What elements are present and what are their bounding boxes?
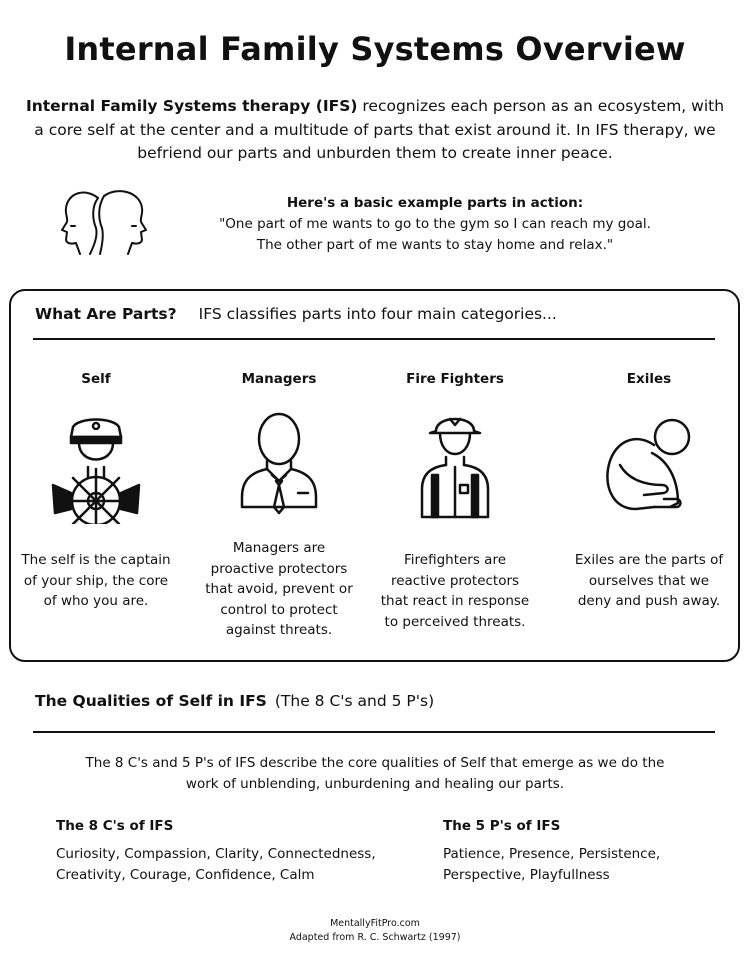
part-description-line: Exiles are the parts of — [574, 552, 724, 568]
part-description-line: of who you are. — [43, 593, 149, 609]
ship-captain-icon — [41, 409, 151, 524]
part-description — [564, 550, 734, 612]
qualities-subtitle: (The 8 C's and 5 P's) — [274, 692, 435, 710]
cs-list-line: Creativity, Courage, Confidence, Calm — [56, 867, 315, 883]
part-description-line: deny and push away. — [577, 593, 721, 609]
ps-list-line: Perspective, Playfullness — [443, 867, 610, 883]
part-description — [370, 550, 540, 632]
part-description — [194, 538, 364, 641]
footer-credit: Adapted from R. C. Schwartz (1997) — [289, 932, 461, 943]
part-description-line: reactive protectors — [390, 572, 520, 589]
two-heads-icon — [58, 188, 150, 256]
part-title: Fire Fighters — [406, 371, 504, 387]
part-managers — [194, 371, 364, 641]
qualities-title: The Qualities of Self in IFS — [35, 692, 267, 710]
part-description-line: that react in response — [380, 593, 530, 609]
qualities-description — [40, 753, 710, 795]
parts-heading: What Are Parts? — [35, 305, 177, 323]
part-fire-fighters — [370, 371, 540, 632]
intro-strong: Internal Family Systems therapy (IFS) — [25, 97, 358, 115]
qualities-description-line: The 8 C's and 5 P's of IFS describe the core qualities of Self that emerge as we do the — [85, 755, 665, 771]
qualities-divider — [33, 731, 715, 733]
part-description-line: against threats. — [225, 622, 333, 638]
ps-list — [443, 844, 660, 886]
part-title: Managers — [241, 371, 317, 387]
part-description-line: Firefighters are — [403, 552, 507, 568]
ps-title: The 5 P's of IFS — [443, 818, 561, 834]
part-description-line: Managers are — [232, 540, 326, 556]
parts-box — [9, 289, 740, 662]
footer-site: MentallyFitPro.com — [330, 918, 420, 929]
part-description-line: The self is the captain — [21, 552, 171, 568]
example-line-1: "One part of me wants to go to the gym so I can reach my goal. — [219, 216, 651, 232]
cs-column — [56, 818, 376, 886]
parts-header — [35, 305, 557, 323]
footer — [0, 917, 750, 945]
part-description — [11, 550, 181, 612]
cs-list — [56, 844, 376, 886]
example-line-2: The other part of me wants to stay home and relax." — [256, 237, 614, 253]
part-description-line: of your ship, the core — [23, 572, 169, 589]
part-title: Exiles — [626, 371, 672, 387]
exile-icon — [594, 409, 704, 524]
part-description-line: to perceived threats. — [384, 613, 526, 630]
intro-rest: recognizes each person as an ecosystem, with a core self at the center and a multitude of parts that exist around it. In IFS therapy, we befriend our parts and unburden them to create inner peace. — [34, 97, 725, 162]
part-description-line: ourselves that we — [588, 572, 710, 589]
qualities-description-line: work of unblending, unburdening and healing our parts. — [185, 776, 565, 792]
page-title: Internal Family Systems Overview — [64, 30, 686, 68]
part-description-line: that avoid, prevent or — [205, 581, 353, 597]
manager-icon — [224, 409, 334, 524]
part-exiles — [564, 371, 734, 612]
part-title: Self — [81, 371, 111, 387]
cs-title: The 8 C's of IFS — [56, 818, 174, 834]
example-heading: Here's a basic example parts in action: — [286, 195, 584, 211]
ps-list-line: Patience, Presence, Persistence, — [443, 846, 661, 862]
part-description-line: proactive protectors — [210, 560, 348, 577]
firefighter-icon — [400, 409, 510, 524]
qualities-heading — [35, 692, 434, 710]
example-block — [185, 193, 685, 256]
parts-subheading: IFS classifies parts into four main categories... — [198, 305, 557, 323]
parts-divider — [33, 338, 715, 340]
ps-column — [443, 818, 660, 886]
cs-list-line: Curiosity, Compassion, Clarity, Connectedness, — [56, 846, 376, 862]
intro-paragraph — [20, 95, 730, 166]
part-description-line: control to protect — [220, 601, 338, 618]
part-self — [11, 371, 181, 612]
